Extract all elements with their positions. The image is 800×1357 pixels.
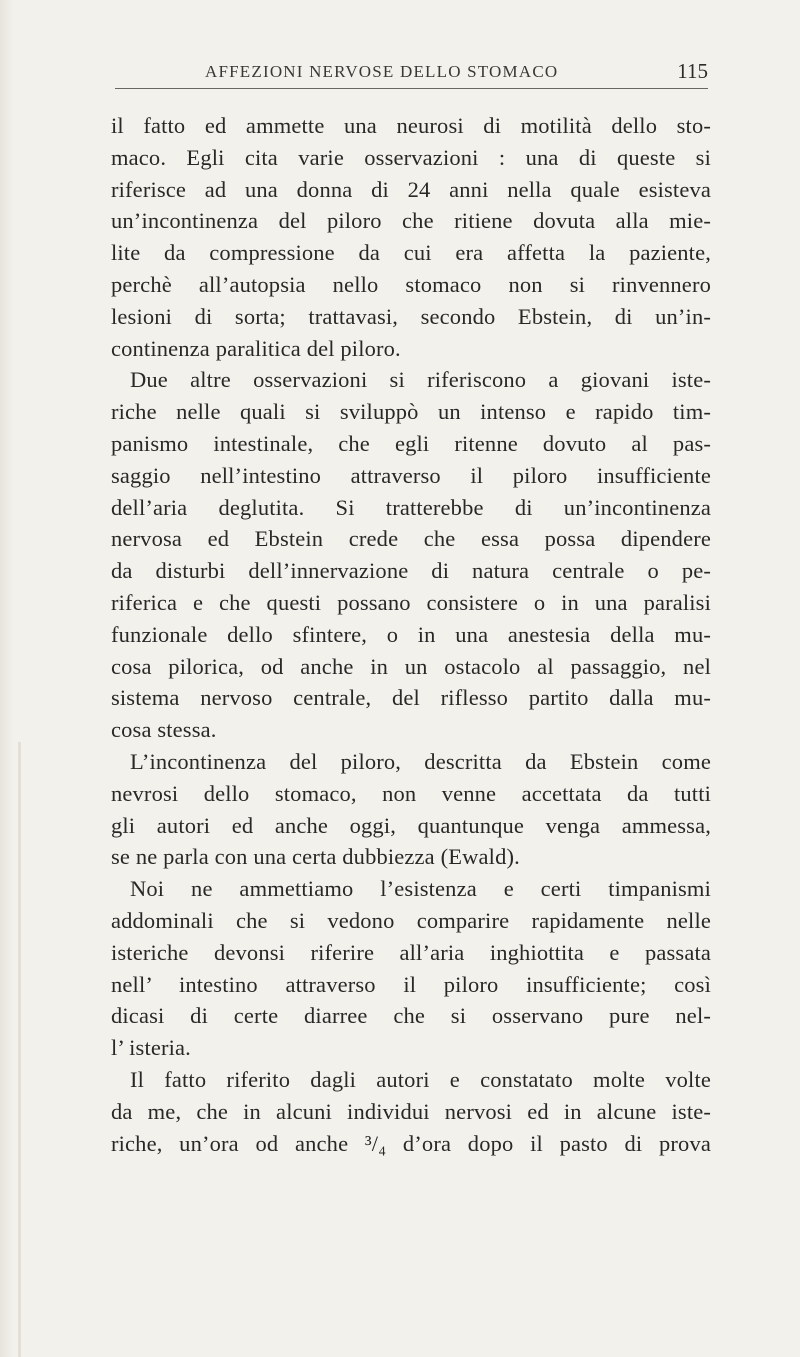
text-line: nell’ intestino attraverso il piloro insufficiente; così	[111, 971, 711, 997]
text-line: il fatto ed ammette una neurosi di motilità dello sto-	[111, 113, 711, 138]
text-line: Due altre osservazioni si riferiscono a giovani iste-	[130, 367, 711, 393]
text-line: addominali che si vedono comparire rapidamente nelle	[111, 907, 711, 933]
text-line: Il fatto riferito dagli autori e constatato molte volte	[130, 1066, 711, 1092]
text-line: panismo intestinale, che egli ritenne dovuto al pas-	[111, 430, 711, 456]
page-header	[115, 58, 708, 88]
text-line: funzionale dello sfintere, o in una anestesia della mu-	[111, 621, 711, 647]
text-line: gli autori ed anche oggi, quantunque venga ammessa,	[111, 812, 711, 838]
text-line: da me, che in alcuni individui nervosi ed in alcune iste-	[111, 1098, 711, 1124]
text-line: nevrosi dello stomaco, non venne accettata da tutti	[111, 780, 711, 806]
header-rule	[115, 88, 708, 89]
text-line: saggio nell’intestino attraverso il piloro insufficiente	[111, 462, 711, 488]
text-line: riferisce ad una donna di 24 anni nella quale esisteva	[111, 176, 711, 202]
page-number: 115	[677, 59, 708, 83]
text-line: perchè all’autopsia nello stomaco non si rinvennero	[111, 271, 711, 297]
text-line: isteriche devonsi riferire all’aria inghiottita e passata	[111, 939, 711, 965]
text-line: cosa pilorica, od anche in un ostacolo al passaggio, nel	[111, 653, 711, 679]
text-line: dell’aria deglutita. Si tratterebbe di un’incontinenza	[111, 494, 711, 520]
text-line: se ne parla con una certa dubbiezza (Ewald).	[111, 844, 520, 870]
running-head: AFFEZIONI NERVOSE DELLO STOMACO	[205, 62, 559, 81]
text-line: L’incontinenza del piloro, descritta da Ebstein come	[130, 748, 711, 774]
text-line: l’ isteria.	[111, 1035, 191, 1061]
text-line: lite da compressione da cui era affetta la paziente,	[111, 240, 711, 266]
text-line: cosa stessa.	[111, 717, 217, 743]
text-line: da disturbi dell’innervazione di natura centrale o pe-	[111, 558, 711, 584]
page-edge-stain	[18, 742, 21, 1357]
body-text	[111, 110, 711, 1159]
text-line: continenza paralitica del piloro.	[111, 335, 401, 361]
text-line: sistema nervoso centrale, del riflesso partito dalla mu-	[111, 685, 711, 711]
text-line: un’incontinenza del piloro che ritiene dovuta alla mie-	[111, 208, 711, 234]
text-line: Noi ne ammettiamo l’esistenza e certi timpanismi	[130, 876, 711, 902]
text-line: riche nelle quali si sviluppò un intenso e rapido tim-	[111, 399, 711, 425]
text-line: riche, un’ora od anche ³/₄ d’ora dopo il pasto di prova	[111, 1130, 711, 1156]
text-line: dicasi di certe diarree che si osservano pure nel-	[111, 1003, 711, 1029]
text-line: lesioni di sorta; trattavasi, secondo Ebstein, di un’in-	[111, 303, 711, 329]
page-edge-shadow	[0, 0, 14, 1357]
text-line: riferica e che questi possano consistere o in una paralisi	[111, 589, 711, 615]
text-line: nervosa ed Ebstein crede che essa possa dipendere	[111, 526, 711, 552]
text-line: maco. Egli cita varie osservazioni : una di queste si	[111, 144, 711, 170]
